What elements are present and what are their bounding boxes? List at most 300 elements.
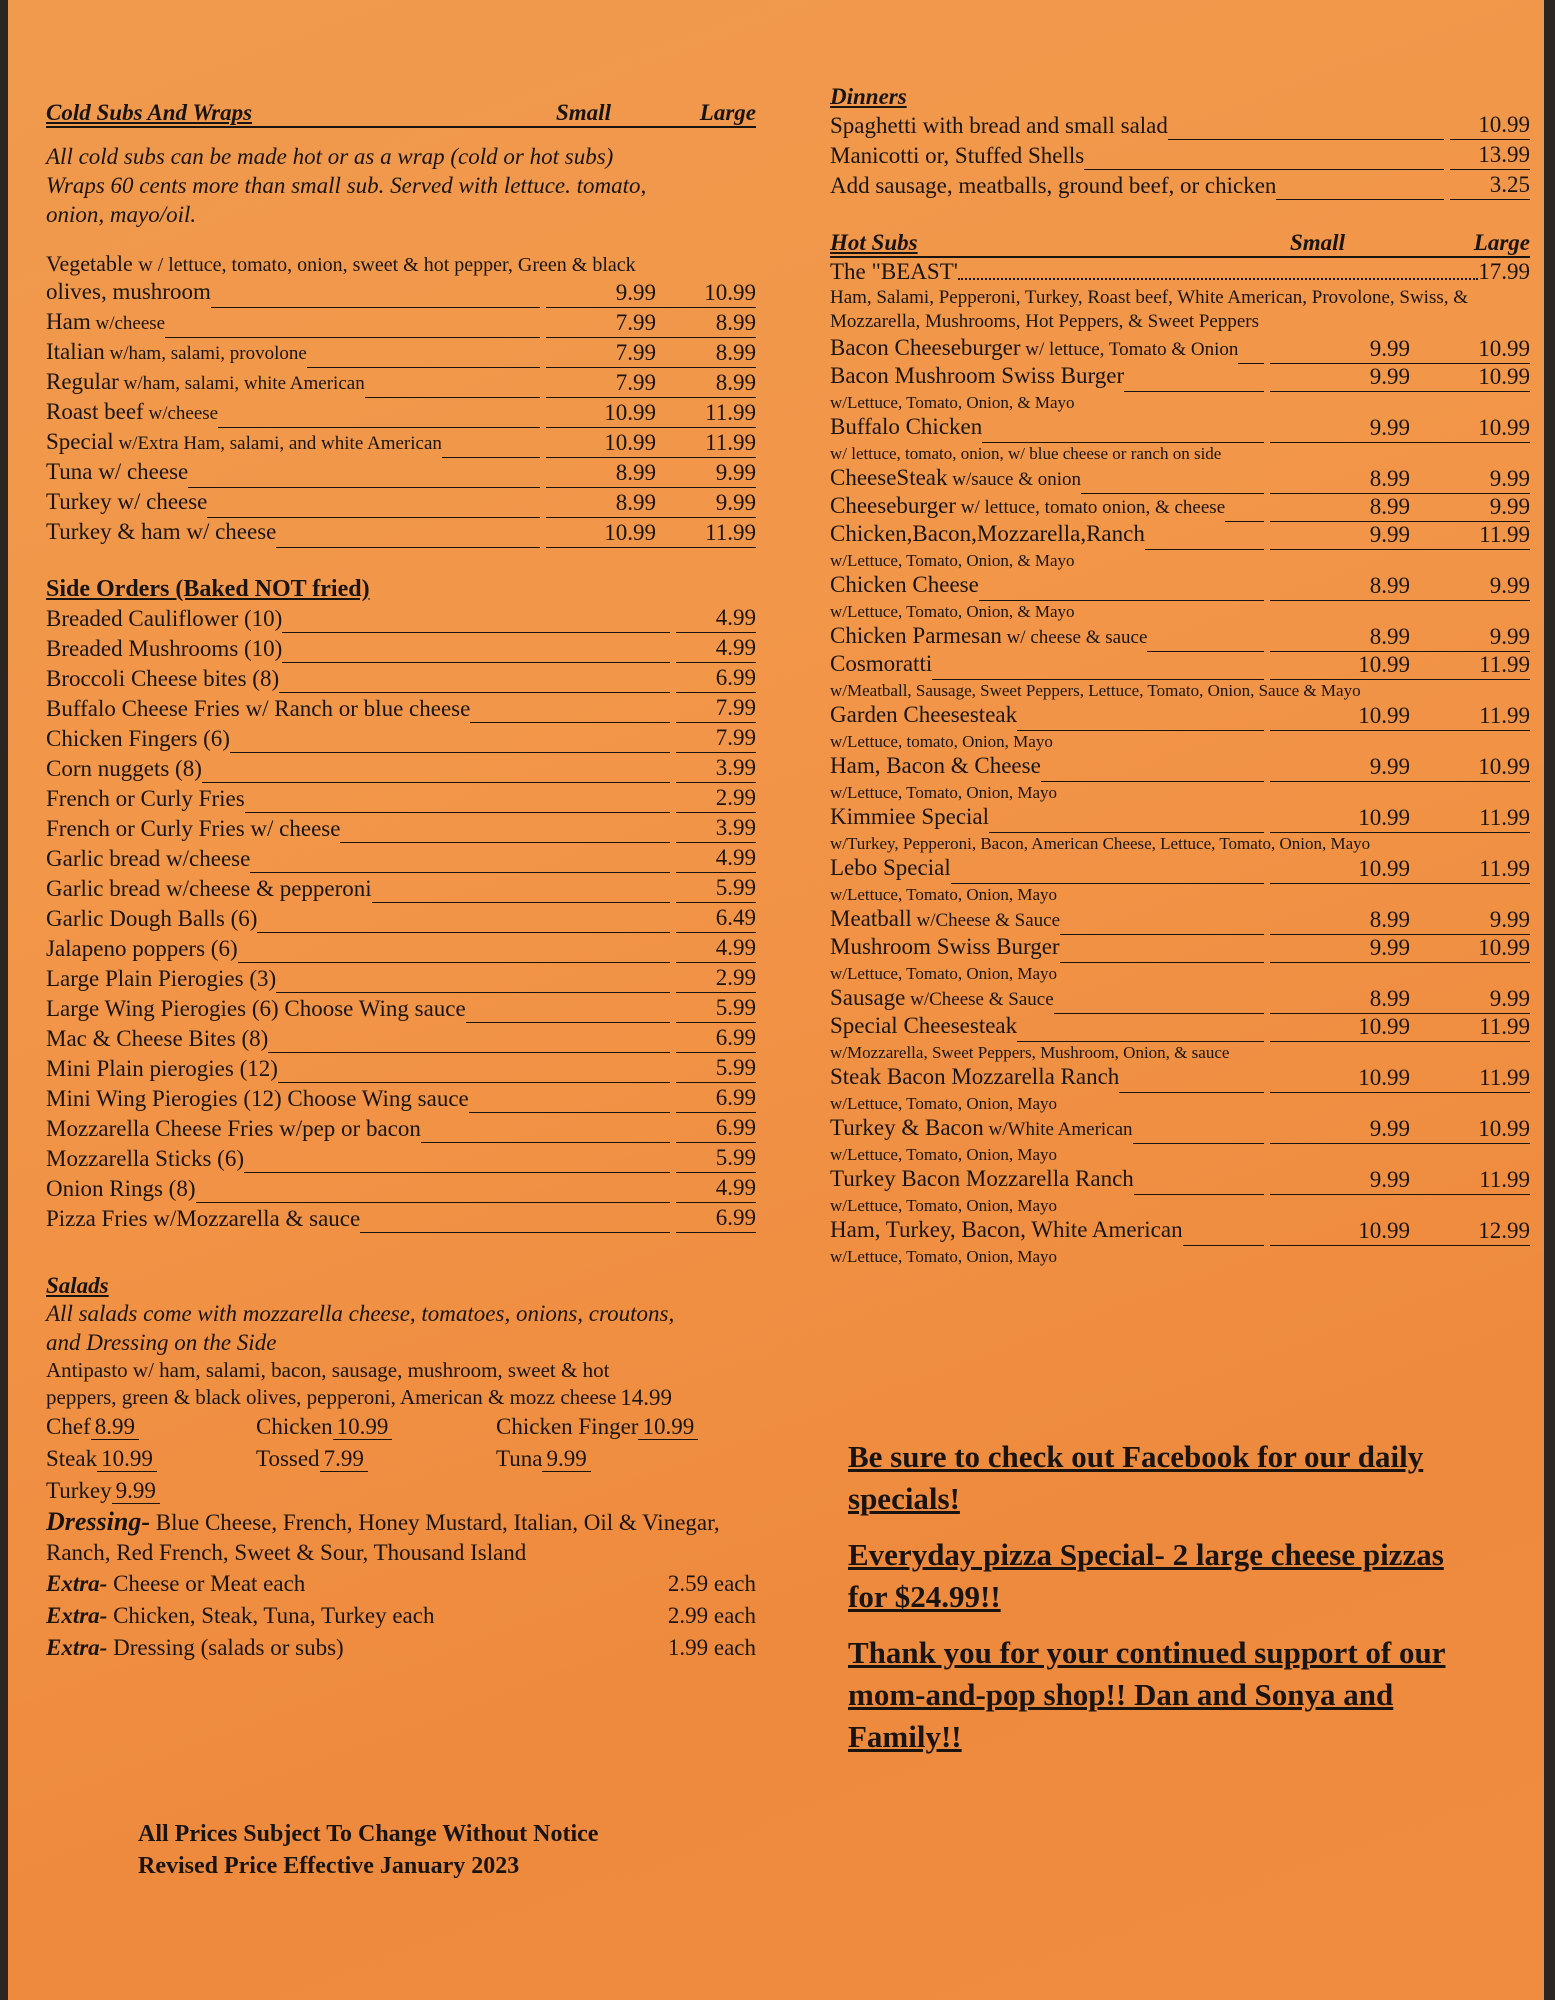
side-order-name: Breaded Mushrooms (10) — [46, 636, 283, 661]
cold-sub-row-small-price: 7.99 — [546, 309, 686, 338]
cold-sub-row — [46, 488, 756, 518]
cold-sub-row-leader — [218, 405, 540, 428]
hot-sub-row-large-price: 11.99 — [1450, 702, 1530, 731]
hot-sub-row-large-price: 11.99 — [1450, 651, 1530, 680]
side-order-leader — [282, 610, 670, 633]
side-order-name: Garlic bread w/cheese — [46, 846, 251, 871]
hot-sub-ingredients: w/Lettuce, Tomato, Onion, Mayo — [830, 1094, 1058, 1113]
beast-desc: Ham, Salami, Pepperoni, Turkey, Roast beef, White American, Provolone, Swiss, & Mozzarella, Mushrooms, Hot Peppers, & Sweet Peppers — [830, 287, 1469, 332]
salads-note: All salads come with mozzarella cheese, tomatoes, onions, croutons, and Dressing on the Side — [46, 1301, 675, 1355]
cold-sub-row-leader — [207, 495, 540, 518]
hot-sub-row-label — [830, 701, 1017, 731]
antipasto-desc: peppers, green & black olives, pepperoni, American & mozz cheese — [46, 1385, 617, 1409]
hot-sub-row-small-price: 8.99 — [1270, 572, 1450, 601]
hot-sub-ingredients: w/Lettuce, tomato, Onion, Mayo — [830, 732, 1053, 751]
cold-sub-row-name: Italian — [46, 339, 105, 364]
side-order-row — [46, 813, 756, 843]
hot-sub-row-leader — [1060, 940, 1264, 963]
side-order-name: Mini Wing Pierogies (12) Choose Wing sauce — [46, 1086, 469, 1111]
cold-sub-row-leader — [188, 465, 540, 488]
hot-sub-row-leader — [1145, 527, 1264, 550]
hot-sub-row-name: Turkey Bacon Mozzarella Ranch — [830, 1166, 1134, 1191]
hot-sub-row-name: Mushroom Swiss Burger — [830, 934, 1060, 959]
side-order-leader — [202, 760, 670, 783]
vegetable-desc: w / lettuce, tomato, onion, sweet & hot pepper, Green & black — [138, 254, 636, 276]
hot-sub-row — [830, 1167, 1530, 1195]
hot-sub-row-name: Meatball — [830, 906, 912, 931]
hot-sub-row — [830, 805, 1530, 833]
side-order-name: French or Curly Fries — [46, 786, 245, 811]
side-order-name: Onion Rings (8) — [46, 1176, 196, 1201]
side-order-price: 4.99 — [676, 1174, 756, 1203]
side-order-name: Breaded Cauliflower (10) — [46, 606, 283, 631]
side-order-row — [46, 1143, 756, 1173]
cold-sub-row-large-price: 11.99 — [686, 429, 756, 458]
hot-sub-row-leader — [1134, 1172, 1264, 1195]
hot-sub-row-large-price: 11.99 — [1450, 1064, 1530, 1093]
dinner-row — [830, 170, 1530, 200]
dinner-name: Spaghetti with bread and small salad — [830, 113, 1168, 138]
side-order-price: 2.99 — [676, 964, 756, 993]
hot-sub-row-label — [830, 492, 1225, 522]
disclaimer-line2: Revised Price Effective January 2023 — [138, 1853, 520, 1879]
vegetable-line — [46, 251, 756, 278]
hot-sub-row-small-price: 8.99 — [1270, 493, 1450, 522]
hot-sub-row — [830, 336, 1530, 364]
hot-sub-row-leader — [1017, 708, 1264, 731]
hot-sub-row — [830, 1065, 1530, 1093]
hot-sub-row-label — [830, 933, 1060, 963]
beast-dots — [958, 258, 1478, 280]
hot-sub-row — [830, 703, 1530, 731]
side-order-leader — [469, 1090, 670, 1113]
side-order-name: Broccoli Cheese bites (8) — [46, 666, 280, 691]
side-order-price: 6.49 — [676, 904, 756, 933]
hot-sub-row-leader — [989, 810, 1264, 833]
cold-sub-row-large-price: 11.99 — [686, 519, 756, 548]
hot-sub-row-label — [830, 334, 1238, 364]
hot-sub-row-name: Steak Bacon Mozzarella Ranch — [830, 1064, 1120, 1089]
hot-sub-ingredients: w/Lettuce, Tomato, Onion, Mayo — [830, 1196, 1058, 1215]
cold-sub-row-large-price: 9.99 — [686, 459, 756, 488]
hot-sub-row — [830, 1218, 1530, 1246]
salad-item — [256, 1411, 496, 1443]
hot-sub-row-label — [830, 571, 979, 601]
side-order-row — [46, 723, 756, 753]
dinner-row — [830, 110, 1530, 140]
side-order-row — [46, 1203, 756, 1233]
extras-list — [46, 1568, 756, 1664]
side-order-row — [46, 933, 756, 963]
cold-sub-row-large-price: 10.99 — [686, 279, 756, 308]
cold-sub-row-label — [46, 308, 165, 338]
salad-price: 10.99 — [638, 1414, 698, 1440]
extra-text: Dressing (salads or subs) — [107, 1635, 344, 1660]
salad-name: Chicken Finger — [496, 1414, 639, 1439]
hot-sub-row-name: Ham, Turkey, Bacon, White American — [830, 1217, 1183, 1242]
side-order-price: 4.99 — [676, 844, 756, 873]
cold-sub-row-desc: w/Extra Ham, salami, and white American — [113, 433, 442, 454]
salad-price: 9.99 — [112, 1478, 160, 1504]
side-order-leader — [340, 820, 670, 843]
cold-sub-row-desc: w/cheese — [90, 313, 166, 334]
hot-sub-row — [830, 986, 1530, 1014]
salad-item — [496, 1443, 756, 1475]
dinner-leader — [1168, 117, 1444, 140]
side-order-price: 4.99 — [676, 634, 756, 663]
hot-sub-ingredients: w/ lettuce, tomato, onion, w/ blue cheese or ranch on side — [830, 444, 1222, 463]
side-order-price: 3.99 — [676, 754, 756, 783]
hot-sub-ingredients: w/Lettuce, Tomato, Onion, & Mayo — [830, 602, 1075, 621]
side-order-row — [46, 1173, 756, 1203]
hot-sub-ingredients: w/Lettuce, Tomato, Onion, & Mayo — [830, 551, 1075, 570]
side-order-price: 7.99 — [676, 694, 756, 723]
hot-sub-row-small-price: 10.99 — [1270, 1013, 1450, 1042]
cold-sub-row-label — [46, 488, 207, 518]
hot-sub-row-small-price: 10.99 — [1270, 702, 1450, 731]
cold-sub-row-desc: w/ham, salami, white American — [118, 373, 365, 394]
side-order-price: 4.99 — [676, 604, 756, 633]
hot-sub-row-leader — [979, 578, 1264, 601]
dinner-leader — [1084, 147, 1444, 170]
side-order-leader — [268, 1030, 670, 1053]
side-order-row — [46, 873, 756, 903]
salad-name: Turkey — [46, 1478, 112, 1503]
dinner-leader — [1276, 177, 1444, 200]
hot-sub-row-leader — [932, 657, 1264, 680]
left-column — [46, 100, 756, 1664]
side-order-name: Garlic Dough Balls (6) — [46, 906, 258, 931]
cold-sub-row — [46, 458, 756, 488]
hot-sub-row-small-price: 9.99 — [1270, 753, 1450, 782]
side-order-row — [46, 1083, 756, 1113]
beast-name: The "BEAST' — [830, 259, 958, 284]
side-order-leader — [360, 1210, 670, 1233]
hot-sub-row-name: Chicken Parmesan — [830, 623, 1002, 648]
hot-sub-row-large-price: 9.99 — [1450, 572, 1530, 601]
hot-sub-row-desc: w/White American — [983, 1119, 1133, 1140]
hot-sub-row-large-price: 11.99 — [1450, 855, 1530, 884]
salad-item — [46, 1475, 256, 1507]
side-order-name: Jalapeno poppers (6) — [46, 936, 238, 961]
side-order-row — [46, 1023, 756, 1053]
hot-sub-row-name: Turkey & Bacon — [830, 1115, 984, 1140]
side-order-price: 6.99 — [676, 1024, 756, 1053]
side-order-price: 6.99 — [676, 1204, 756, 1233]
hot-sub-row-name: Lebo Special — [830, 855, 951, 880]
hot-sub-row-large-price: 12.99 — [1450, 1217, 1530, 1246]
hot-sub-row — [830, 624, 1530, 652]
hot-sub-ingredients: w/Turkey, Pepperoni, Bacon, American Cheese, Lettuce, Tomato, Onion, Mayo — [830, 834, 1371, 853]
hot-sub-row — [830, 652, 1530, 680]
cold-sub-row-label — [46, 368, 365, 398]
hot-sub-row — [830, 573, 1530, 601]
hot-sub-ingredients: w/Lettuce, Tomato, Onion, Mayo — [830, 1145, 1058, 1164]
extra-row — [46, 1568, 756, 1600]
side-order-name: Buffalo Cheese Fries w/ Ranch or blue cheese — [46, 696, 471, 721]
hot-sub-row — [830, 364, 1530, 392]
hot-sub-row-leader — [1238, 341, 1264, 364]
promo-facebook: Be sure to check out Facebook for our daily specials! — [848, 1439, 1424, 1516]
salad-price: 7.99 — [320, 1446, 368, 1472]
side-order-row — [46, 603, 756, 633]
hot-sub-row-name: Cosmoratti — [830, 651, 933, 676]
side-order-row — [46, 633, 756, 663]
hot-sub-row-small-price: 8.99 — [1270, 623, 1450, 652]
menu-page — [8, 0, 1544, 2000]
cold-subs-title: Cold Subs And Wraps — [46, 100, 253, 125]
hot-sub-row — [830, 754, 1530, 782]
salad-name: Steak — [46, 1446, 98, 1471]
hot-sub-row-label — [830, 1165, 1134, 1195]
side-order-leader — [278, 1060, 670, 1083]
extra-price: 2.99 each — [667, 1603, 756, 1628]
hot-subs-header — [830, 230, 1530, 258]
cold-sub-row-leader — [307, 345, 540, 368]
hot-sub-row-large-price: 10.99 — [1450, 934, 1530, 963]
hot-sub-row — [830, 856, 1530, 884]
hot-subs-title: Hot Subs — [830, 230, 918, 255]
cold-sub-row-leader — [442, 435, 540, 458]
cold-sub-row-label — [46, 428, 442, 458]
side-order-price: 5.99 — [676, 1054, 756, 1083]
salad-name: Tossed — [256, 1446, 320, 1471]
hot-sub-row-small-price: 8.99 — [1270, 465, 1450, 494]
hot-sub-row-label — [830, 520, 1145, 550]
side-order-row — [46, 753, 756, 783]
cold-sub-row-large-price: 8.99 — [686, 369, 756, 398]
hot-sub-row-label — [830, 854, 951, 884]
cold-sub-row-small-price: 9.99 — [546, 279, 686, 308]
cold-sub-row — [46, 308, 756, 338]
hot-sub-row-name: Ham, Bacon & Cheese — [830, 753, 1041, 778]
cold-sub-row — [46, 398, 756, 428]
side-order-price: 7.99 — [676, 724, 756, 753]
side-order-leader — [257, 910, 670, 933]
side-order-row — [46, 993, 756, 1023]
side-order-leader — [470, 700, 670, 723]
cold-sub-row-name: Turkey w/ cheese — [46, 489, 208, 514]
extra-prefix: Extra- — [46, 1571, 108, 1596]
dressing-text: Blue Cheese, French, Honey Mustard, Italian, Oil & Vinegar, Ranch, Red French, Sweet & Sour, Thousand Island — [46, 1510, 720, 1565]
salad-price: 8.99 — [91, 1414, 139, 1440]
cold-sub-row-label — [46, 458, 188, 488]
cold-sub-row-name: Roast beef — [46, 399, 144, 424]
hot-sub-row-label — [830, 803, 989, 833]
hot-sub-row-leader — [1119, 1070, 1264, 1093]
cold-sub-row-leader — [211, 285, 540, 308]
cold-sub-row-name: Turkey & ham w/ cheese — [46, 519, 277, 544]
hot-sub-row-leader — [1017, 1019, 1264, 1042]
cold-sub-row-small-price: 7.99 — [546, 369, 686, 398]
hot-sub-row-large-price: 11.99 — [1450, 1166, 1530, 1195]
hot-sub-row-small-price: 9.99 — [1270, 521, 1450, 550]
hot-sub-row-label — [830, 1063, 1119, 1093]
dinner-row — [830, 140, 1530, 170]
side-order-name: Mozzarella Cheese Fries w/pep or bacon — [46, 1116, 421, 1141]
extra-label — [46, 1600, 668, 1632]
side-order-name: Large Wing Pierogies (6) Choose Wing sauce — [46, 996, 466, 1021]
hot-sub-row-name: Buffalo Chicken — [830, 414, 983, 439]
hot-sub-row-label — [830, 1216, 1183, 1246]
cold-sub-row-leader — [276, 525, 540, 548]
extra-price: 1.99 each — [667, 1635, 756, 1660]
disclaimer-line1: All Prices Subject To Change Without Notice — [138, 1821, 599, 1847]
side-orders-title: Side Orders (Baked NOT fried) — [46, 576, 370, 602]
side-order-price: 6.99 — [676, 1084, 756, 1113]
side-order-name: Mac & Cheese Bites (8) — [46, 1026, 269, 1051]
hot-sub-ingredients: w/Lettuce, Tomato, Onion, Mayo — [830, 783, 1058, 802]
side-orders-list — [46, 603, 756, 1233]
hot-col-small: Small — [1290, 230, 1345, 255]
hot-sub-row-small-price: 9.99 — [1270, 363, 1450, 392]
hot-sub-row-label — [830, 1012, 1017, 1042]
cold-sub-row-small-price: 10.99 — [546, 399, 686, 428]
dinner-name: Add sausage, meatballs, ground beef, or chicken — [830, 173, 1277, 198]
cold-sub-row-small-price: 8.99 — [546, 489, 686, 518]
hot-sub-row-desc: w/ lettuce, tomato onion, & cheese — [956, 497, 1226, 518]
hot-sub-row-leader — [1060, 912, 1264, 935]
cold-subs-header — [46, 100, 756, 128]
hot-sub-row-leader — [1133, 1121, 1264, 1144]
cold-sub-row — [46, 368, 756, 398]
cold-sub-row-name: Ham — [46, 309, 91, 334]
hot-sub-row-label — [830, 1114, 1133, 1144]
hot-sub-row-large-price: 11.99 — [1450, 521, 1530, 550]
hot-sub-row-leader — [1124, 369, 1264, 392]
side-order-price: 6.99 — [676, 664, 756, 693]
promo-pizza-special: Everyday pizza Special- 2 large cheese pizzas for $24.99!! — [848, 1537, 1444, 1614]
cold-sub-row-label — [46, 338, 307, 368]
col-large-label: Large — [699, 100, 756, 125]
cold-sub-row-name: Regular — [46, 369, 119, 394]
hot-sub-row-label — [830, 362, 1124, 392]
hot-sub-ingredients: w/Lettuce, Tomato, Onion, Mayo — [830, 885, 1058, 904]
right-column — [830, 84, 1530, 1269]
hot-sub-row-large-price: 11.99 — [1450, 1013, 1530, 1042]
hot-sub-row-small-price: 9.99 — [1270, 934, 1450, 963]
cold-sub-row-large-price: 8.99 — [686, 339, 756, 368]
cold-sub-row-label — [46, 518, 276, 548]
extra-prefix: Extra- — [46, 1635, 108, 1660]
cold-sub-row-large-price: 8.99 — [686, 309, 756, 338]
extra-text: Chicken, Steak, Tuna, Turkey each — [107, 1603, 435, 1628]
salads-title: Salads — [46, 1273, 109, 1298]
side-order-price: 6.99 — [676, 1114, 756, 1143]
cold-sub-row — [46, 518, 756, 548]
side-order-price: 3.99 — [676, 814, 756, 843]
cold-sub-row-small-price: 10.99 — [546, 429, 686, 458]
hot-sub-row-small-price: 9.99 — [1270, 1115, 1450, 1144]
hot-sub-row-label — [830, 622, 1147, 652]
hot-sub-row-large-price: 9.99 — [1450, 465, 1530, 494]
hot-sub-row-name: Garden Cheesesteak — [830, 702, 1018, 727]
side-order-leader — [421, 1120, 670, 1143]
cold-sub-row-leader — [165, 315, 540, 338]
cold-sub-row — [46, 278, 756, 308]
hot-sub-row-small-price: 10.99 — [1270, 855, 1450, 884]
beast-price: 17.99 — [1478, 259, 1530, 284]
side-order-row — [46, 1053, 756, 1083]
hot-sub-row-leader — [1183, 1223, 1264, 1246]
dinner-name: Manicotti or, Stuffed Shells — [830, 143, 1085, 168]
side-order-price: 5.99 — [676, 874, 756, 903]
hot-sub-row — [830, 907, 1530, 935]
dressing-label: Dressing- — [46, 1507, 151, 1536]
extra-prefix: Extra- — [46, 1603, 108, 1628]
beast-row — [830, 258, 1530, 286]
hot-sub-row — [830, 466, 1530, 494]
hot-sub-row-label — [830, 752, 1041, 782]
cold-sub-row-name: olives, mushroom — [46, 279, 211, 304]
dinners-list — [830, 110, 1530, 200]
hot-sub-row-large-price: 11.99 — [1450, 804, 1530, 833]
cold-sub-row-large-price: 9.99 — [686, 489, 756, 518]
side-order-leader — [196, 1180, 671, 1203]
cold-sub-row-desc: w/ham, salami, provolone — [104, 343, 307, 364]
extra-label — [46, 1632, 668, 1664]
hot-sub-row-small-price: 8.99 — [1270, 906, 1450, 935]
hot-sub-row — [830, 935, 1530, 963]
salad-item — [46, 1443, 256, 1475]
hot-sub-row-leader — [1147, 629, 1264, 652]
hot-sub-row — [830, 1014, 1530, 1042]
cold-sub-row-name: Special — [46, 429, 114, 454]
cold-sub-row-name: Tuna w/ cheese — [46, 459, 189, 484]
cold-sub-row-small-price: 8.99 — [546, 459, 686, 488]
side-order-name: Corn nuggets (8) — [46, 756, 202, 781]
hot-sub-row-small-price: 9.99 — [1270, 335, 1450, 364]
side-order-name: Garlic bread w/cheese & pepperoni — [46, 876, 372, 901]
side-order-leader — [238, 940, 670, 963]
side-order-leader — [230, 730, 670, 753]
hot-sub-row-desc: w/Cheese & Sauce — [911, 910, 1061, 931]
hot-subs-list — [830, 336, 1530, 1267]
side-order-row — [46, 783, 756, 813]
side-order-name: French or Curly Fries w/ cheese — [46, 816, 341, 841]
hot-sub-row-label — [830, 984, 1054, 1014]
dinner-price: 3.25 — [1450, 171, 1530, 200]
hot-sub-row-large-price: 10.99 — [1450, 335, 1530, 364]
hot-sub-row — [830, 522, 1530, 550]
hot-sub-row-name: Cheeseburger — [830, 493, 957, 518]
side-order-row — [46, 693, 756, 723]
hot-sub-row-small-price: 10.99 — [1270, 1064, 1450, 1093]
side-order-row — [46, 903, 756, 933]
hot-sub-ingredients: w/Lettuce, Tomato, Onion, Mayo — [830, 964, 1058, 983]
hot-sub-row-leader — [1041, 759, 1264, 782]
hot-sub-row-leader — [1054, 991, 1264, 1014]
hot-sub-row-large-price: 9.99 — [1450, 985, 1530, 1014]
hot-sub-row-name: Chicken Cheese — [830, 572, 979, 597]
dinners-title: Dinners — [830, 84, 907, 109]
hot-sub-row-label — [830, 413, 982, 443]
cold-subs-list — [46, 278, 756, 548]
salad-price: 9.99 — [542, 1446, 590, 1472]
hot-sub-row-small-price: 10.99 — [1270, 804, 1450, 833]
hot-sub-row-large-price: 10.99 — [1450, 414, 1530, 443]
hot-sub-ingredients: w/Mozzarella, Sweet Peppers, Mushroom, Onion, & sauce — [830, 1043, 1230, 1062]
salad-name: Tuna — [496, 1446, 543, 1471]
side-order-leader — [279, 670, 670, 693]
hot-sub-row-name: Special Cheesesteak — [830, 1013, 1018, 1038]
hot-sub-row-leader — [1081, 471, 1264, 494]
hot-sub-row-leader — [1225, 499, 1264, 522]
cold-sub-row-small-price: 7.99 — [546, 339, 686, 368]
hot-sub-row-leader — [982, 420, 1264, 443]
hot-sub-row-name: Sausage — [830, 985, 906, 1010]
side-order-name: Large Plain Pierogies (3) — [46, 966, 277, 991]
